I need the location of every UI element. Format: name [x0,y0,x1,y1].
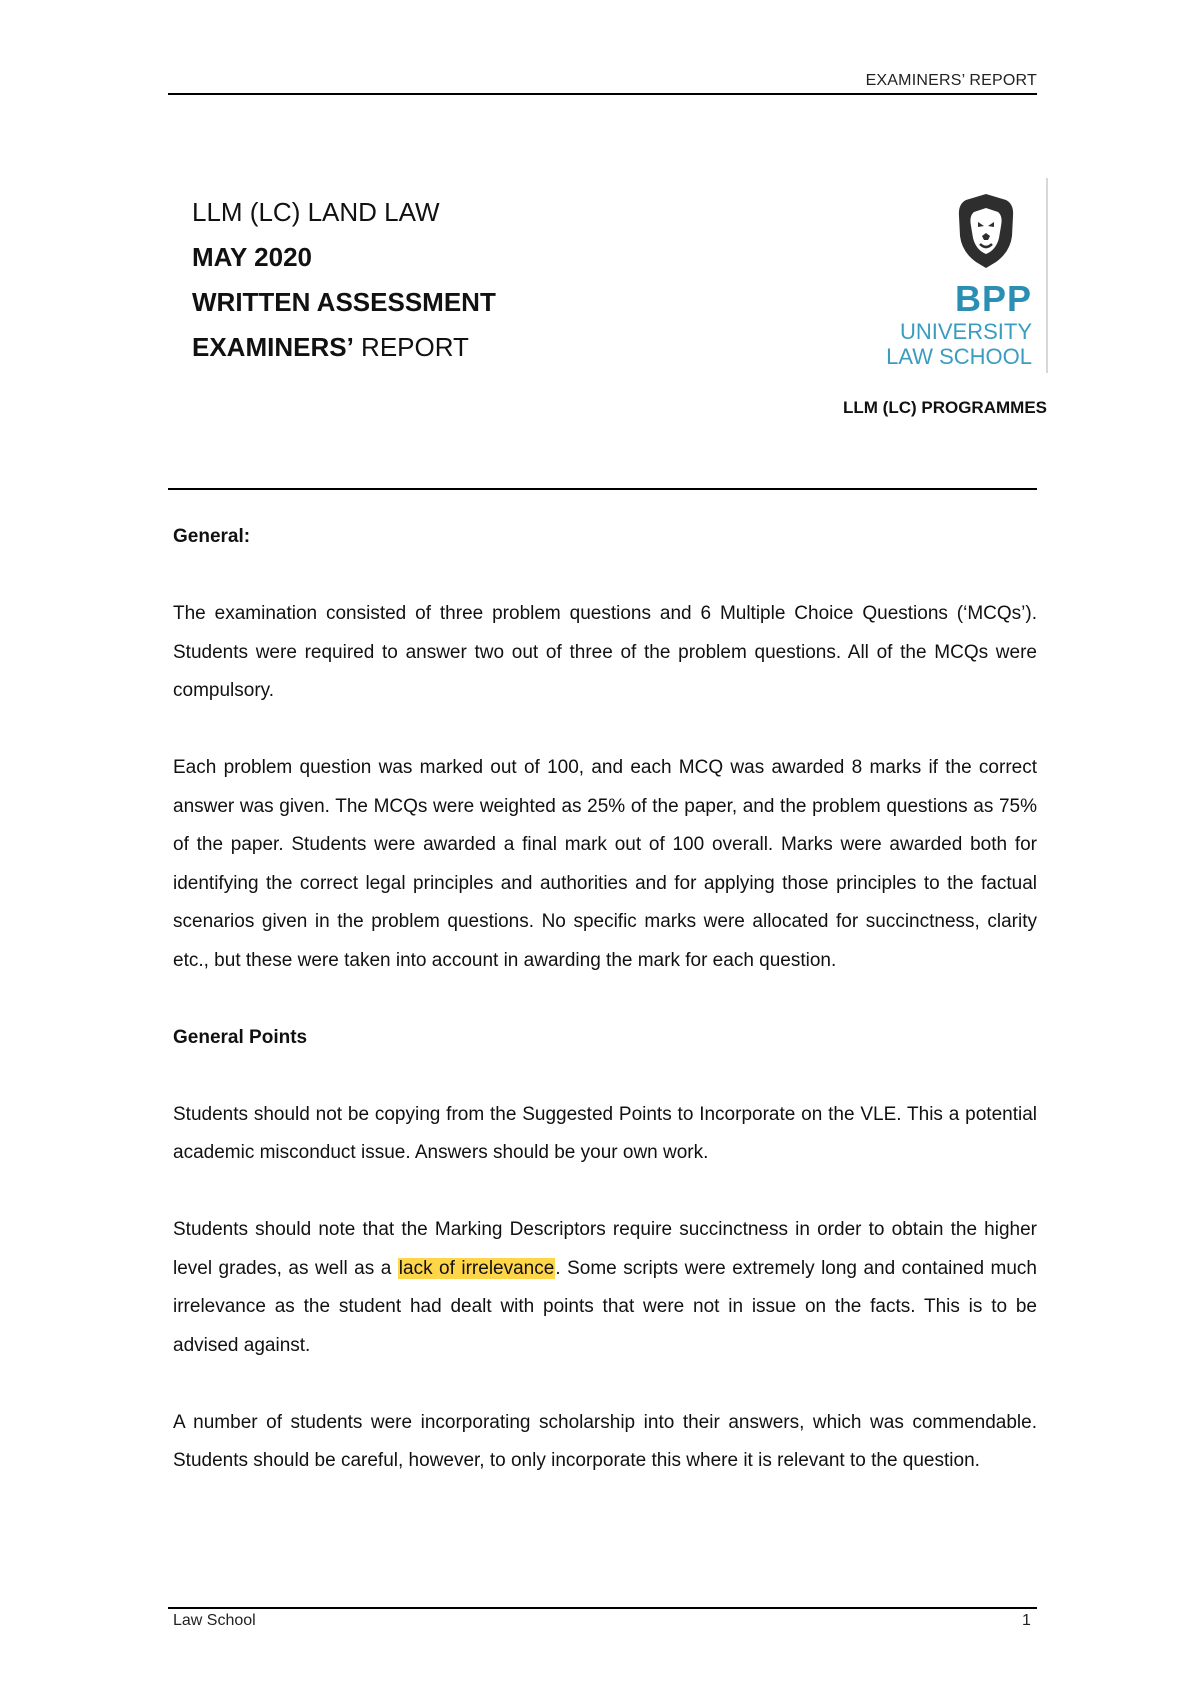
logo-university: UNIVERSITY [899,319,1032,344]
programmes-label: LLM (LC) PROGRAMMES [843,398,1047,417]
title-assessment: WRITTEN ASSESSMENT [192,287,496,317]
title-report-rest: REPORT [353,332,469,362]
footer-rule [168,1607,1037,1609]
report-body [173,518,1037,1481]
title-course: LLM (LC) LAND LAW [192,197,440,227]
logo-law-school: LAW SCHOOL [886,344,1032,369]
page-number: 1 [1022,1612,1031,1629]
paragraph-scholarship: A number of students were incorporating scholarship into their answers, which was commendable. Students should be careful, however, to only incorporate this where it is relevant to the question. [173,1411,1037,1471]
title-block [192,190,496,370]
lion-head-icon [956,192,1016,270]
logo-subtitle [862,319,1032,369]
succinctness-text-end: . Some scripts were extremely long and contained much irrelevance as the student had dealt with points that were not in issue on the facts. This is to be advised against. [173,1257,1037,1356]
section-rule [168,488,1037,490]
footer-label: Law School [173,1612,256,1629]
bpp-logo [862,178,1048,373]
highlighted-text: lack of irrelevance [398,1257,555,1279]
title-report-bold: EXAMINERS’ [192,332,354,362]
general-heading: General: [173,526,251,547]
paragraph-succinctness [173,1211,1037,1365]
general-points-heading: General Points [173,1026,308,1048]
paragraph-examination: The examination consisted of three problem questions and 6 Multiple Choice Questions (‘MCQs’). Students were required to answer two out of three of the problem questions. All of the MCQs were compulsory. [173,603,1037,701]
title-report [192,325,496,370]
paragraph-marking: Each problem question was marked out of 100, and each MCQ was awarded 8 marks if the correct answer was given. The MCQs were weighted as 25% of the paper, and the problem questions as 75% of the paper. Students were awarded a final mark out of 100 overall. Marks were awarded both for identifying the correct legal principles and authorities and for applying those principles to the factual scenarios given in the problem questions. No specific marks were allocated for succinctness, clarity etc., but these were taken into account in awarding the mark for each question. [173,757,1037,971]
header-rule [168,93,1037,95]
running-header: EXAMINERS’ REPORT [865,72,1037,89]
logo-brand: BPP [954,278,1032,319]
title-date: MAY 2020 [192,242,312,272]
paragraph-copying: Students should not be copying from the Suggested Points to Incorporate on the VLE. This a potential academic misconduct issue. Answers should be your own work. [173,1103,1037,1163]
succinctness-text-start: Students should note that the Marking Descriptors require succinctness in order to obtain the higher level grades, as well as a [173,1219,1037,1279]
